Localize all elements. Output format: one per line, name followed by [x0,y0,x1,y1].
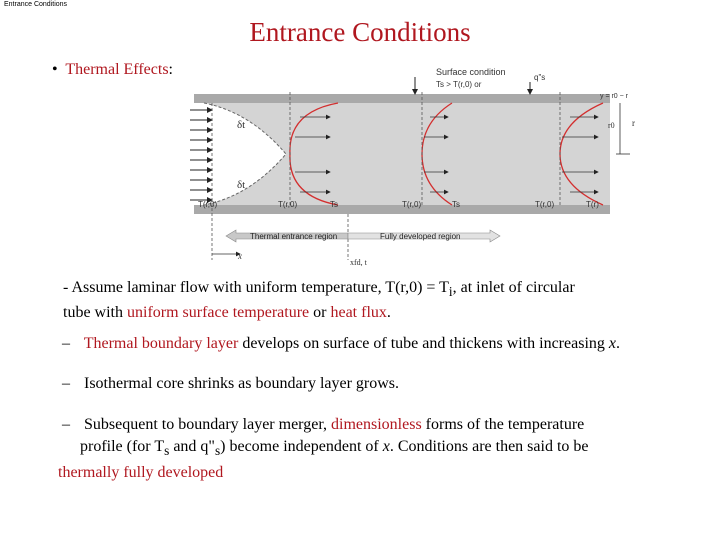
slide-title: Entrance Conditions [249,17,471,47]
qs-label: q"s [534,73,546,82]
developed-region-label: Fully developed region [380,232,461,241]
label-ts-1: Ts [330,200,338,209]
point-1-text: develops on surface of tube and thickens with increasing [238,335,609,352]
label-t-r0-2: T(r,0) [278,200,298,209]
boundary-layer-bottom [204,154,610,205]
delta-t-bottom: δt [237,179,246,191]
para-line-a: - Assume laminar flow with uniform temperature, T(r,0) = T [63,279,449,296]
para-line-b-start: tube with [63,304,127,322]
top-wall [194,94,610,103]
point-3-var: x [382,438,390,455]
point-isothermal-core [62,373,399,395]
inlet-flow-arrows [190,110,212,200]
bullet-colon: : [168,61,173,78]
temperature-condition-label: Ts > T(r,0) or [436,80,482,89]
bullet-label: Thermal Effects [65,61,169,78]
point-2-text: Isothermal core shrinks as boundary layer grows. [84,375,400,392]
surface-condition-label: Surface condition [436,67,506,77]
label-ts-2: Ts [452,200,460,209]
point-3-sub-s: s [164,443,170,459]
point-3-red-end: thermally fully developed [58,464,224,482]
point-boundary-layer [62,333,620,355]
x-axis-label: x [238,251,242,261]
y-eq-label: y = r0 − r [600,93,629,100]
para-line-a-end: , at inlet of circular [452,279,575,296]
bullet-thermal-effects [52,61,173,79]
point-3-red: dimensionless [331,416,422,433]
label-t-r0-1: T(r,0) [198,200,218,209]
point-1-red: Thermal boundary layer [83,335,239,352]
para-line-b-mid: or [309,304,331,322]
point-1-end: . [616,335,620,352]
point-3-line2-d: . Conditions are then said to be [389,438,589,455]
label-t-r0-3: T(r,0) [402,200,422,209]
point-3-line2-c: ) become independent of [220,438,383,455]
x-fd-label: xfd, t [350,258,367,267]
thermal-entrance-diagram [190,62,640,267]
dash-1: – [62,335,70,352]
point-3-text-a: Subsequent to boundary layer merger, [84,416,331,433]
label-t-r: T(r) [586,200,599,209]
radius-marker [616,103,630,154]
entrance-region-label: Thermal entrance region [250,232,338,241]
point-3-text-b: forms of the temperature [421,416,585,433]
delta-t-top: δt [237,119,246,131]
point-3-sub-s2: s [214,443,221,459]
point-3-line2-b: and q" [169,438,215,455]
para-line-b-end: . [386,304,391,322]
dash-2: – [62,375,70,392]
assumption-paragraph [63,277,693,323]
para-red-2: heat flux [330,304,387,322]
corner-title: Entrance Conditions [4,1,68,8]
r0-label: r0 [608,121,615,130]
para-red-1: uniform surface temperature [127,304,310,322]
dash-3: – [62,416,70,433]
point-3-line2-a: profile (for T [80,438,165,455]
point-fully-developed [58,414,682,484]
label-t-r0-4: T(r,0) [535,200,555,209]
bullet-mark: • [52,61,58,78]
boundary-layer-top [204,103,610,154]
r-label: r [632,118,635,128]
point-1-var: x [608,335,616,352]
para-sub-i: i [448,284,453,300]
